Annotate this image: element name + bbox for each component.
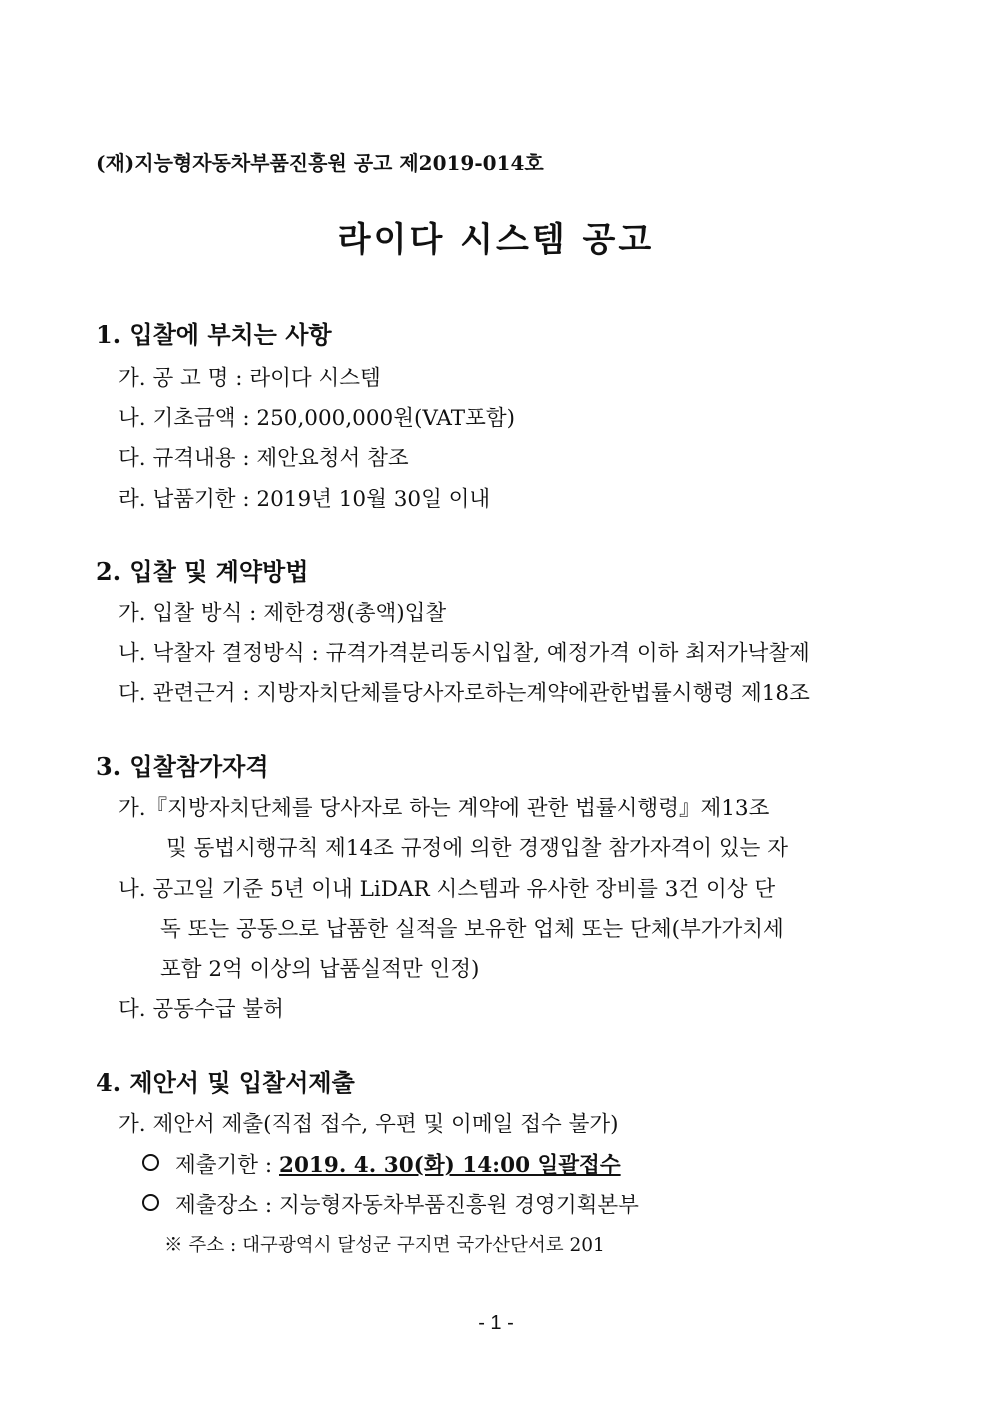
section-1-item-b: 나. 기초금액 : 250,000,000원(VAT포함): [118, 406, 516, 431]
section-3-item-b-line2: 독 또는 공동으로 납품한 실적을 보유한 업체 또는 단체(부가가치세: [160, 917, 784, 942]
section-3-item-b-line3: 포함 2억 이상의 납품실적만 인정): [160, 957, 480, 982]
section-2-item-a: 가. 입찰 방식 : 제한경쟁(총액)입찰: [118, 601, 447, 626]
place-line: [142, 1188, 639, 1219]
address-note: ※ 주소 : 대구광역시 달성군 구지면 국가산단서로 201: [164, 1235, 605, 1256]
section-3-item-b-line1: 나. 공고일 기준 5년 이내 LiDAR 시스템과 유사한 장비를 3건 이상 단: [118, 877, 776, 902]
section-1-heading: 1. 입찰에 부치는 사항: [96, 320, 332, 349]
notice-number: (재)지능형자동차부품진흥원 공고 제2019-014호: [96, 151, 544, 175]
section-4-item-a: 가. 제안서 제출(직접 접수, 우편 및 이메일 접수 불가): [118, 1112, 619, 1137]
section-2-heading: 2. 입찰 및 계약방법: [96, 557, 309, 586]
place-text: 제출장소 : 지능형자동차부품진흥원 경영기획본부: [175, 1193, 639, 1218]
section-3-heading: 3. 입찰참가자격: [96, 752, 269, 781]
page-number: - 1 -: [478, 1312, 514, 1334]
section-1-item-a: 가. 공 고 명 : 라이다 시스템: [118, 366, 381, 391]
circle-bullet-icon: [142, 1154, 159, 1171]
section-1-item-d: 라. 납품기한 : 2019년 10월 30일 이내: [118, 487, 491, 512]
section-4-heading: 4. 제안서 및 입찰서제출: [96, 1068, 355, 1097]
circle-bullet-icon: [142, 1194, 159, 1211]
section-3-item-a-line1: 가.『지방자치단체를 당사자로 하는 계약에 관한 법률시행령』제13조: [118, 796, 770, 821]
deadline-label: 제출기한 :: [175, 1153, 279, 1178]
deadline-value: 2019. 4. 30(화) 14:00 일괄접수: [279, 1153, 621, 1178]
section-3-item-a-line2: 및 동법시행규칙 제14조 규정에 의한 경쟁입찰 참가자격이 있는 자: [166, 836, 789, 861]
section-2-item-b: 나. 낙찰자 결정방식 : 규격가격분리동시입찰, 예정가격 이하 최저가낙찰제: [118, 641, 810, 666]
deadline-line: [142, 1148, 621, 1179]
section-3-item-c: 다. 공동수급 불허: [118, 997, 284, 1022]
page-title: 라이다 시스템 공고: [337, 220, 655, 260]
section-1-item-c: 다. 규격내용 : 제안요청서 참조: [118, 446, 409, 471]
section-2-item-c: 다. 관련근거 : 지방자치단체를당사자로하는계약에관한법률시행령 제18조: [118, 681, 810, 706]
